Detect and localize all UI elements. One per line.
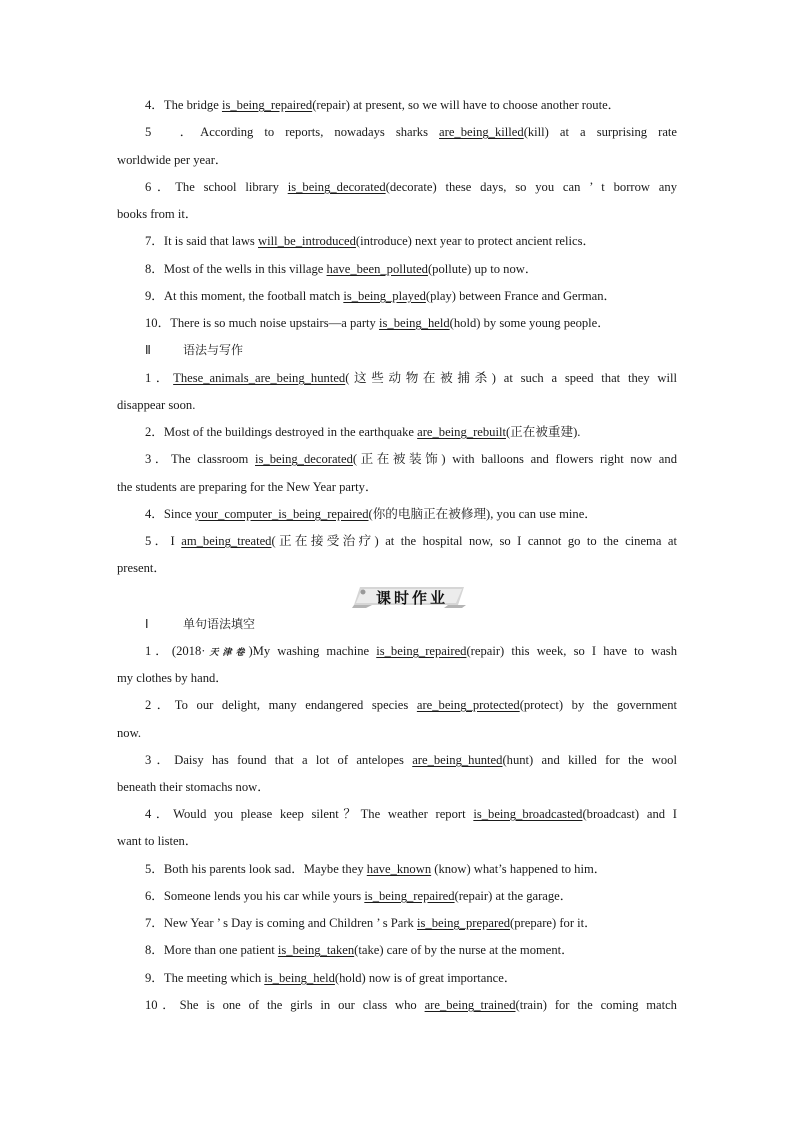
answer: is_being_broadcasted (473, 807, 583, 821)
question-text: 2．To our delight, many endangered species (145, 698, 417, 712)
section-heading (145, 342, 243, 358)
exercise-item (145, 124, 677, 140)
exercise-item (145, 533, 677, 549)
answer: have_known (366, 862, 432, 876)
answer: is_being_decorated (287, 180, 386, 194)
exercise-item (145, 233, 677, 249)
question-text: (prepare) for it． (510, 916, 597, 930)
answer: is_being_taken (277, 943, 355, 957)
question-text: (decorate) these days, so you can ’ t borrow any (385, 180, 677, 194)
question-text: 6．Someone lends you his car while yours (145, 889, 365, 903)
answer: are_being_rebuilt (417, 425, 506, 439)
answer: have_been_polluted (326, 262, 428, 276)
question-text: 1．(2018· (145, 644, 206, 658)
question-text: 6．The school library (145, 180, 288, 194)
banner-title: 课时作业 (375, 589, 448, 607)
question-text: (broadcast) and I (582, 807, 677, 821)
question-text: (正在被重建). (505, 425, 581, 439)
section-heading (145, 616, 255, 632)
question-text: (repair) at the garage． (454, 889, 573, 903)
exercise-item (145, 261, 677, 277)
exercise-item (145, 451, 677, 467)
question-text: 8．Most of the wells in this village (145, 262, 327, 276)
question-text: (know) what’s happened to him． (431, 862, 607, 876)
section-number: Ⅰ (145, 617, 149, 631)
question-text: (train) for the coming match (515, 998, 677, 1012)
exercise-item (145, 506, 677, 522)
question-text: 7．New Year ’ s Day is coming and Children ’ s Park (145, 916, 418, 930)
question-text: 3．Daisy has found that a lot of antelopes (145, 753, 413, 767)
question-text: )My washing machine (248, 644, 377, 658)
question-text: (hunt) and killed for the wool (502, 753, 677, 767)
question-text: (你的电脑正在被修理), you can use mine． (368, 507, 597, 521)
answer: are_being_killed (439, 125, 524, 139)
answer: is_being_prepared (417, 916, 511, 930)
exercise-item (145, 179, 677, 195)
exercise-item (145, 942, 677, 958)
question-text: 9．At this moment, the football match (145, 289, 344, 303)
exercise-item (145, 806, 677, 822)
exercise-item (145, 424, 677, 440)
question-text: 2．Most of the buildings destroyed in the earthquake (145, 425, 418, 439)
answer: is_being_repaired (376, 644, 467, 658)
question-continuation: my clothes by hand． (117, 671, 228, 685)
question-text: 10．There is so much noise upstairs—a party (145, 316, 379, 330)
question-text: 5．I (145, 534, 182, 548)
question-continuation: books from it． (117, 207, 198, 221)
section-title: 单句语法填空 (183, 617, 256, 631)
question-text: 5 ．According to reports, nowadays sharks (145, 125, 440, 139)
exercise-item (145, 888, 677, 904)
answer: is_being_held (379, 316, 450, 330)
question-text: 9．The meeting which (145, 971, 265, 985)
question-text: (hold) now is of great importance． (334, 971, 517, 985)
question-continuation: present． (117, 561, 166, 575)
question-continuation: the students are preparing for the New Year party． (117, 480, 378, 494)
answer: is_being_played (343, 289, 426, 303)
exercise-item (145, 970, 677, 986)
answer: are_being_trained (424, 998, 516, 1012)
question-continuation: now. (117, 726, 142, 740)
question-text: (take) care of by the nurse at the moment． (354, 943, 574, 957)
question-text: (hold) by some young people． (449, 316, 610, 330)
exercise-item (145, 915, 677, 931)
question-text: 4．Would you please keep silent？The weather report (145, 807, 474, 821)
question-text: 3．The classroom (145, 452, 255, 466)
exercise-item (145, 315, 677, 331)
answer: is_being_repaired (221, 98, 313, 112)
question-text: 4．Since (145, 507, 196, 521)
exercise-item (145, 752, 677, 768)
question-text: (repair) at present, so we will have to choose another route． (312, 98, 621, 112)
question-text: (repair) this week, so I have to wash (466, 644, 677, 658)
source-label: 天津卷 (205, 648, 249, 658)
answer: These_animals_are_being_hunted (173, 371, 346, 385)
exercise-item (145, 370, 677, 386)
exercise-item (145, 643, 677, 661)
section-banner (352, 584, 468, 608)
question-continuation: disappear soon. (117, 398, 196, 412)
question-text: 8．More than one patient (145, 943, 278, 957)
section-title: 语法与写作 (183, 343, 244, 357)
question-continuation: worldwide per year． (117, 153, 228, 167)
question-continuation: want to listen． (117, 834, 198, 848)
question-continuation: beneath their stomachs now． (117, 780, 270, 794)
exercise-item (145, 97, 677, 113)
question-text: (play) between France and German． (425, 289, 617, 303)
answer: is_being_held (264, 971, 335, 985)
answer: am_being_treated (181, 534, 272, 548)
question-text: (正在被装饰) with balloons and flowers right now and (352, 452, 677, 466)
answer: are_being_protected (416, 698, 520, 712)
question-text: (正在接受治疗) at the hospital now, so I cannot go to the cinema at (271, 534, 678, 548)
question-text: 10．She is one of the girls in our class who (145, 998, 425, 1012)
answer: is_being_decorated (255, 452, 353, 466)
question-text: 5．Both his parents look sad．Maybe they (145, 862, 367, 876)
answer: is_being_repaired (364, 889, 455, 903)
question-text: 1． (145, 371, 174, 385)
exercise-item (145, 697, 677, 713)
question-text: (这些动物在被捕杀) at such a speed that they will (345, 371, 678, 385)
answer: your_computer_is_being_repaired (195, 507, 369, 521)
exercise-item (145, 861, 677, 877)
question-text: 4．The bridge (145, 98, 222, 112)
question-text: (kill) at a surprising rate (523, 125, 677, 139)
question-text: (pollute) up to now． (427, 262, 538, 276)
question-text: 7．It is said that laws (145, 234, 258, 248)
answer: will_be_introduced (257, 234, 356, 248)
section-number: Ⅱ (145, 343, 151, 357)
question-text: (protect) by the government (519, 698, 677, 712)
question-text: (introduce) next year to protect ancient relics． (355, 234, 596, 248)
exercise-item (145, 288, 677, 304)
answer: are_being_hunted (412, 753, 503, 767)
exercise-item (145, 997, 677, 1013)
